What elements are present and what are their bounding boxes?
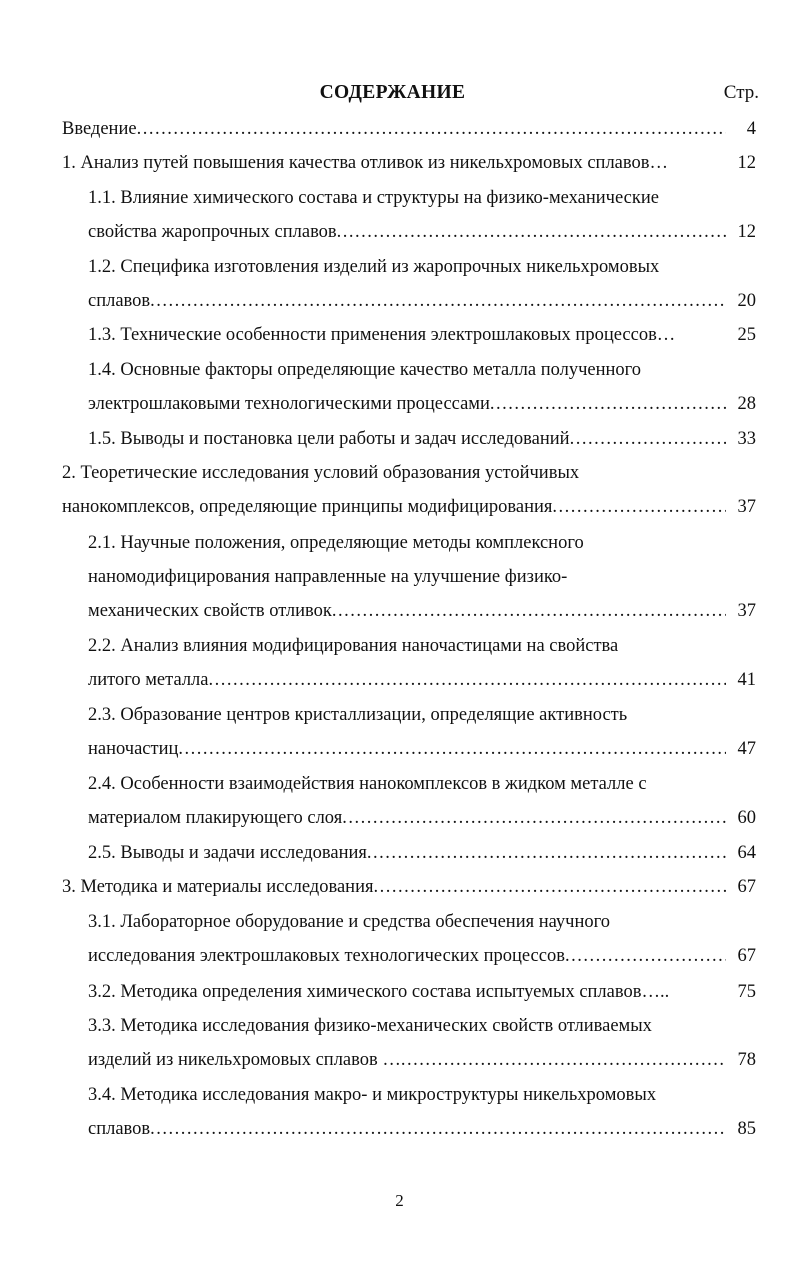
toc-page-number: 78 bbox=[737, 1050, 756, 1070]
toc-entry-2-2-line1[interactable]: 2.2. Анализ влияния модифицирования наночастицами на свойства bbox=[88, 636, 619, 656]
toc-page-number: 67 bbox=[737, 946, 756, 966]
toc-entry-2-3-line1[interactable]: 2.3. Образование центров кристаллизации, определящие активность bbox=[88, 705, 628, 725]
toc-entry-chapter-1[interactable]: 1. Анализ путей повышения качества отливок из никельхромовых сплавов… 12 bbox=[62, 150, 756, 176]
leader-dots bbox=[367, 840, 726, 866]
toc-entry-2-1-line3[interactable]: механических свойств отливок ..... 37 bbox=[88, 598, 756, 624]
toc-entry-1-1-line1[interactable]: 1.1. Влияние химического состава и структуры на физико-механические bbox=[88, 188, 659, 208]
toc-entry-2-1-line2[interactable]: наномодифицирования направленные на улучшение физико- bbox=[88, 567, 568, 587]
toc-page-number: 67 bbox=[737, 877, 756, 897]
leader-dots bbox=[570, 426, 726, 452]
leader-dots bbox=[137, 116, 726, 142]
toc-entry-intro[interactable]: Введение ..... 4 bbox=[62, 116, 756, 142]
leader-dots bbox=[178, 736, 726, 762]
toc-entry-3-4-line2[interactable]: сплавов ..... 85 bbox=[88, 1116, 756, 1142]
toc-page-number: 28 bbox=[737, 394, 756, 414]
toc-page-number: 75 bbox=[737, 982, 756, 1002]
toc-page-number: 85 bbox=[737, 1119, 756, 1139]
page-title: СОДЕРЖАНИЕ bbox=[319, 82, 466, 103]
toc-entry-2-4-line2[interactable]: материалом плакирующего слоя ..... 60 bbox=[88, 805, 756, 831]
leader-dots bbox=[209, 667, 726, 693]
toc-entry-2-1-line1[interactable]: 2.1. Научные положения, определяющие методы комплексного bbox=[88, 533, 584, 553]
toc-entry-2-2-line2[interactable]: литого металла ..... 41 bbox=[88, 667, 756, 693]
toc-page-number: 47 bbox=[737, 739, 756, 759]
page-number-footer: 2 bbox=[395, 1191, 404, 1210]
toc-entry-3-1-line2[interactable]: исследования электрошлаковых технологических процессов ..... 67 bbox=[88, 943, 756, 969]
toc-entry-3-1-line1[interactable]: 3.1. Лабораторное оборудование и средства обеспечения научного bbox=[88, 912, 610, 932]
toc-entry-1-4-line2[interactable]: электрошлаковыми технологическими процессами ..... 28 bbox=[88, 391, 756, 417]
toc-entry-2-4-line1[interactable]: 2.4. Особенности взаимодействия нанокомплексов в жидком металле с bbox=[88, 774, 647, 794]
leader-dots bbox=[150, 1116, 726, 1142]
toc-entry-3-4-line1[interactable]: 3.4. Методика исследования макро- и микроструктуры никельхромовых bbox=[88, 1085, 657, 1105]
leader-dots bbox=[332, 598, 726, 624]
leader-dots bbox=[373, 874, 726, 900]
toc-entry-1-1-line2[interactable]: свойства жаропрочных сплавов ..... 12 bbox=[88, 219, 756, 245]
leader-dots bbox=[552, 494, 726, 520]
toc-entry-2-5[interactable]: 2.5. Выводы и задачи исследования ..... 64 bbox=[88, 840, 756, 866]
toc-page-number: 12 bbox=[737, 222, 756, 242]
toc-page-number: 20 bbox=[737, 291, 756, 311]
toc-entry-1-2-line2[interactable]: сплавов ..... 20 bbox=[88, 288, 756, 314]
toc-page-number: 41 bbox=[737, 670, 756, 690]
toc-entry-chapter-2-line1[interactable]: 2. Теоретические исследования условий образования устойчивых bbox=[62, 463, 580, 483]
leader-dots bbox=[342, 805, 726, 831]
toc-entry-2-3-line2[interactable]: наночастиц ..... 47 bbox=[88, 736, 756, 762]
toc-entry-1-5[interactable]: 1.5. Выводы и постановка цели работы и задач исследований ..... 33 bbox=[88, 426, 756, 452]
toc-page-number: 64 bbox=[737, 843, 756, 863]
toc-page-number: 4 bbox=[746, 119, 756, 139]
toc-page-number: 12 bbox=[737, 153, 756, 173]
page-column-label: Стр. bbox=[723, 82, 759, 103]
leader-dots bbox=[150, 288, 726, 314]
toc-page-number: 37 bbox=[737, 497, 756, 517]
toc-entry-1-3[interactable]: 1.3. Технические особенности применения электрошлаковых процессов… 25 bbox=[88, 322, 756, 348]
toc-page-number: 60 bbox=[737, 808, 756, 828]
leader-dots bbox=[565, 943, 726, 969]
leader-dots bbox=[490, 391, 726, 417]
toc-entry-3-3-line1[interactable]: 3.3. Методика исследования физико-механических свойств отливаемых bbox=[88, 1016, 652, 1036]
toc-entry-chapter-3[interactable]: 3. Методика и материалы исследования ..... 67 bbox=[62, 874, 756, 900]
leader-dots bbox=[401, 1047, 726, 1073]
toc-entry-3-2[interactable]: 3.2. Методика определения химического состава испытуемых сплавов….. 75 bbox=[88, 979, 756, 1005]
toc-page-number: 25 bbox=[737, 325, 756, 345]
toc-entry-3-3-line2[interactable]: изделий из никельхромовых сплавов … ..... 78 bbox=[88, 1047, 756, 1073]
toc-entry-1-4-line1[interactable]: 1.4. Основные факторы определяющие качество металла полученного bbox=[88, 360, 642, 380]
toc-entry-chapter-2-line2[interactable]: нанокомплексов, определяющие принципы модифицирования ..... 37 bbox=[62, 494, 756, 520]
page-heading bbox=[0, 82, 799, 108]
leader-dots bbox=[337, 219, 726, 245]
toc-entry-1-2-line1[interactable]: 1.2. Специфика изготовления изделий из жаропрочных никельхромовых bbox=[88, 257, 660, 277]
toc-page-number: 33 bbox=[737, 429, 756, 449]
toc-page-number: 37 bbox=[737, 601, 756, 621]
